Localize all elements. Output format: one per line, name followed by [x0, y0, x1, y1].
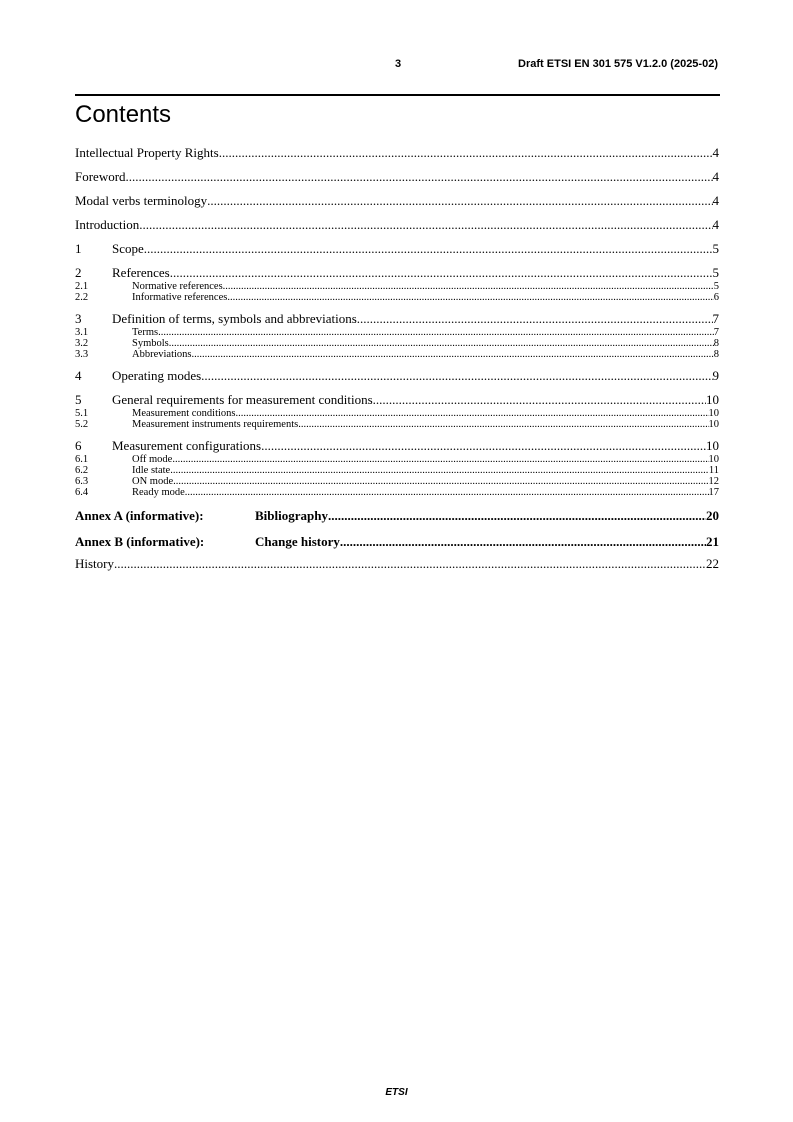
toc-entry-page: 5 [712, 265, 719, 280]
toc-entry-label: Off mode [132, 454, 173, 465]
toc-leader [223, 281, 714, 292]
toc-entry-label: References [112, 265, 170, 280]
toc-entry-label: History [75, 556, 114, 571]
toc-entry-page: 11 [708, 465, 719, 476]
toc-entry-number: 5.2 [75, 419, 89, 430]
toc-entry-number: 3 [75, 311, 82, 326]
toc-leader [298, 419, 708, 430]
toc-entry-history[interactable] [75, 556, 719, 572]
page-number: 3 [394, 58, 402, 70]
toc-leader [261, 438, 706, 454]
toc-entry-label: Terms [132, 327, 159, 338]
toc-entry-label: Foreword [75, 169, 126, 184]
toc-entry-label: Measurement conditions [132, 408, 236, 419]
toc-entry-label: Definition of terms, symbols and abbreviations [112, 311, 357, 326]
toc-entry-label: Change history [255, 534, 340, 549]
toc-leader [170, 265, 713, 281]
toc-entry-page: 20 [706, 508, 719, 523]
toc-entry-label: Scope [112, 241, 144, 256]
toc-leader [373, 392, 706, 408]
toc-leader [207, 193, 712, 209]
toc-entry-page: 5 [712, 241, 719, 256]
toc-entry-page: 10 [706, 392, 719, 407]
toc-entry-page: 10 [708, 408, 719, 419]
toc-entry-number: 5.1 [75, 408, 89, 419]
toc-leader [170, 465, 709, 476]
toc-entry-4[interactable] [75, 368, 719, 384]
toc-entry-number: 3.3 [75, 349, 89, 360]
toc-entry-number: 2.1 [75, 281, 89, 292]
toc-leader [236, 408, 709, 419]
toc-leader [227, 292, 713, 303]
toc-entry-label: Operating modes [112, 368, 202, 383]
toc-entry-label: Bibliography [255, 508, 328, 523]
toc-entry-label: Ready mode [132, 487, 185, 498]
toc-entry-number: 2 [75, 265, 82, 280]
toc-entry-number: 5 [75, 392, 82, 407]
toc-entry-label: ON mode [132, 476, 174, 487]
toc-entry-5[interactable] [75, 392, 719, 408]
toc-entry-label: Intellectual Property Rights [75, 145, 219, 160]
toc-entry-page: 4 [712, 193, 719, 208]
toc-entry-label: Abbreviations [132, 349, 192, 360]
toc-entry-number: 6.4 [75, 487, 89, 498]
toc-entry-page: 6 [713, 292, 719, 303]
toc-entry-number: Annex B (informative): [75, 534, 205, 549]
toc-entry-number: 6.2 [75, 465, 89, 476]
toc-entry-5-2[interactable] [75, 419, 719, 430]
toc-entry-number: 6.1 [75, 454, 89, 465]
toc-entry-page: 9 [712, 368, 719, 383]
toc-leader [158, 327, 714, 338]
toc-leader [201, 368, 712, 384]
toc-entry-foreword[interactable] [75, 169, 719, 185]
toc-entry-6-2[interactable] [75, 465, 719, 476]
toc-entry-3-1[interactable] [75, 327, 719, 338]
toc-leader [357, 311, 713, 327]
toc-leader [172, 454, 708, 465]
toc-entry-number: Annex A (informative): [75, 508, 204, 523]
footer-etsi: ETSI [385, 1087, 408, 1098]
toc-entry-page: 7 [713, 327, 719, 338]
toc-entry-3[interactable] [75, 311, 719, 327]
toc-entry-ipr[interactable] [75, 145, 719, 161]
toc-leader [139, 217, 712, 233]
toc-entry-number: 3.2 [75, 338, 89, 349]
table-of-contents [75, 145, 719, 572]
toc-entry-2[interactable] [75, 265, 719, 281]
toc-entry-page: 22 [706, 556, 719, 571]
toc-entry-6-1[interactable] [75, 454, 719, 465]
toc-entry-number: 6.3 [75, 476, 89, 487]
toc-entry-label: Symbols [132, 338, 169, 349]
toc-entry-6[interactable] [75, 438, 719, 454]
toc-entry-modal-verbs[interactable] [75, 193, 719, 209]
toc-leader [114, 556, 706, 572]
toc-leader [144, 241, 713, 257]
toc-leader [219, 145, 713, 161]
toc-entry-5-1[interactable] [75, 408, 719, 419]
document-id: Draft ETSI EN 301 575 V1.2.0 (2025-02) [518, 58, 718, 70]
toc-entry-label: Normative references [132, 281, 223, 292]
toc-entry-page: 12 [708, 476, 719, 487]
toc-entry-label: Informative references [132, 292, 228, 303]
toc-entry-2-1[interactable] [75, 281, 719, 292]
toc-entry-page: 4 [712, 145, 719, 160]
toc-entry-page: 17 [708, 487, 719, 498]
toc-entry-page: 8 [713, 338, 719, 349]
toc-entry-3-2[interactable] [75, 338, 719, 349]
toc-entry-number: 1 [75, 241, 82, 256]
toc-entry-page: 5 [713, 281, 719, 292]
toc-entry-number: 4 [75, 368, 82, 383]
toc-leader [192, 349, 714, 360]
toc-entry-label: General requirements for measurement conditions [112, 392, 373, 407]
toc-entry-page: 7 [712, 311, 719, 326]
toc-entry-number: 6 [75, 438, 82, 453]
toc-entry-3-3[interactable] [75, 349, 719, 360]
toc-entry-page: 4 [712, 169, 719, 184]
toc-entry-2-2[interactable] [75, 292, 719, 303]
toc-entry-label: Measurement instruments requirements [132, 419, 299, 430]
toc-entry-number: 2.2 [75, 292, 89, 303]
toc-leader [169, 338, 714, 349]
toc-entry-introduction[interactable] [75, 217, 719, 233]
page-title: Contents [75, 101, 172, 128]
toc-leader [185, 487, 709, 498]
toc-entry-page: 21 [706, 534, 719, 549]
toc-leader [126, 169, 713, 185]
header-rule [75, 94, 720, 96]
toc-entry-annex-b[interactable] [75, 534, 719, 550]
toc-entry-annex-a[interactable] [75, 508, 719, 524]
toc-entry-number: 3.1 [75, 327, 89, 338]
toc-entry-page: 8 [713, 349, 719, 360]
toc-entry-label: Measurement configurations [112, 438, 262, 453]
toc-entry-page: 10 [708, 419, 719, 430]
toc-entry-6-3[interactable] [75, 476, 719, 487]
toc-entry-page: 10 [706, 438, 719, 453]
toc-leader [340, 534, 706, 550]
toc-entry-1[interactable] [75, 241, 719, 257]
toc-entry-6-4[interactable] [75, 487, 719, 498]
toc-leader [328, 508, 706, 524]
toc-entry-page: 4 [712, 217, 719, 232]
toc-entry-label: Modal verbs terminology [75, 193, 208, 208]
toc-entry-label: Idle state [132, 465, 171, 476]
toc-entry-label: Introduction [75, 217, 140, 232]
toc-leader [173, 476, 708, 487]
toc-entry-page: 10 [708, 454, 719, 465]
